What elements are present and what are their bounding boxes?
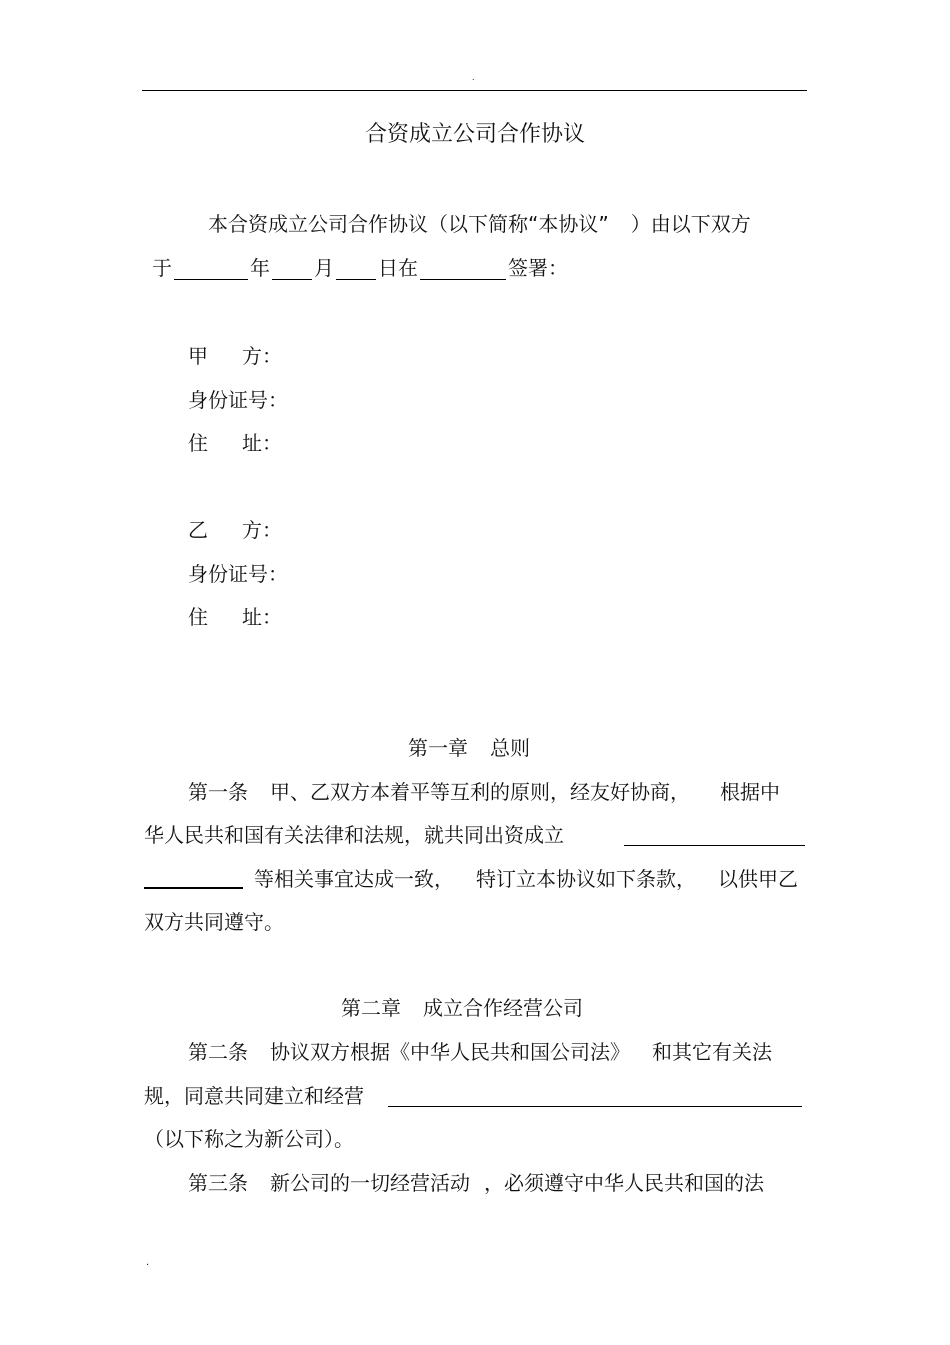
article-2-label: 第二条 bbox=[188, 1040, 248, 1064]
chapter-1-number: 第一章 bbox=[408, 736, 468, 760]
article-1-text-b: 根据中 bbox=[720, 780, 780, 804]
intro-line-1 bbox=[208, 212, 751, 236]
footer-mark: . bbox=[146, 1257, 150, 1268]
chapter-2-heading bbox=[341, 996, 583, 1020]
article-1-text-c: 等相关事宜达成一致， bbox=[254, 867, 454, 891]
party-a-addr-label-2: 址： bbox=[242, 431, 282, 455]
party-a-label-1: 甲 bbox=[188, 344, 208, 368]
document-title: 合资成立公司合作协议 bbox=[364, 122, 585, 147]
article-1-line-1 bbox=[188, 780, 780, 804]
sign-label: 签署： bbox=[508, 256, 568, 280]
party-a-addr-label-1: 住 bbox=[188, 431, 208, 455]
intro-line-2 bbox=[152, 256, 568, 280]
party-b-label-2: 方： bbox=[242, 518, 282, 542]
party-a-label-2: 方： bbox=[242, 344, 282, 368]
intro-date-prefix: 于 bbox=[152, 256, 172, 280]
chapter-2-name: 成立合作经营公司 bbox=[423, 996, 583, 1020]
place-blank[interactable] bbox=[420, 259, 506, 280]
article-1-line-4: 双方共同遵守。 bbox=[144, 910, 284, 934]
intro-text-a: 本合资成立公司合作协议（以下简称“本协议” bbox=[208, 212, 609, 236]
article-3-label: 第三条 bbox=[188, 1171, 248, 1195]
month-blank[interactable] bbox=[272, 259, 312, 280]
article-1-text-d: 特订立本协议如下条款， bbox=[476, 867, 696, 891]
article-2-line-3: （以下称之为新公司）。 bbox=[144, 1127, 354, 1151]
party-b-addr-label-1: 住 bbox=[188, 605, 208, 629]
article-1-line-2: 华人民共和国有关法律和法规，就共同出资成立 bbox=[144, 823, 564, 847]
party-b-id: 身份证号： bbox=[188, 562, 288, 586]
chapter-1-heading bbox=[408, 736, 530, 760]
year-label: 年 bbox=[250, 256, 270, 280]
chapter-2-number: 第二章 bbox=[341, 996, 401, 1020]
year-blank[interactable] bbox=[174, 259, 248, 280]
article-2-line-2: 规，同意共同建立和经营 bbox=[144, 1084, 364, 1108]
month-label: 月 bbox=[314, 256, 334, 280]
article-2-text-b: 和其它有关法 bbox=[652, 1040, 772, 1064]
article-3-text-a: 新公司的一切经营活动 bbox=[270, 1171, 470, 1195]
article-3-text-b: ，必须遵守中华人民共和国的法 bbox=[484, 1171, 764, 1195]
article-2-text-a: 协议双方根据《中华人民共和国公司法》 bbox=[270, 1040, 630, 1064]
article-2-line-1 bbox=[188, 1040, 772, 1064]
intro-text-b: ）由以下双方 bbox=[630, 212, 751, 236]
party-b-label-1: 乙 bbox=[188, 518, 208, 542]
company-name-blank-2[interactable] bbox=[144, 887, 243, 889]
article-1-text-e: 以供甲乙 bbox=[718, 867, 798, 891]
article-1-line-3 bbox=[254, 867, 798, 891]
party-a-address bbox=[188, 431, 282, 455]
party-a-name bbox=[188, 344, 282, 368]
company-name-blank-1[interactable] bbox=[624, 845, 805, 846]
header-mark: . bbox=[472, 73, 475, 82]
article-3-line-1 bbox=[188, 1171, 764, 1195]
header-rule bbox=[142, 90, 807, 91]
party-a-id: 身份证号： bbox=[188, 388, 288, 412]
chapter-1-name: 总则 bbox=[490, 736, 530, 760]
new-company-name-blank[interactable] bbox=[388, 1106, 802, 1107]
article-1-label: 第一条 bbox=[188, 780, 248, 804]
day-label: 日在 bbox=[378, 256, 418, 280]
article-1-text-a: 甲、乙双方本着平等互利的原则，经友好协商， bbox=[270, 780, 690, 804]
day-blank[interactable] bbox=[336, 259, 376, 280]
party-b-address bbox=[188, 605, 282, 629]
party-b-addr-label-2: 址： bbox=[242, 605, 282, 629]
party-b-name bbox=[188, 518, 282, 542]
